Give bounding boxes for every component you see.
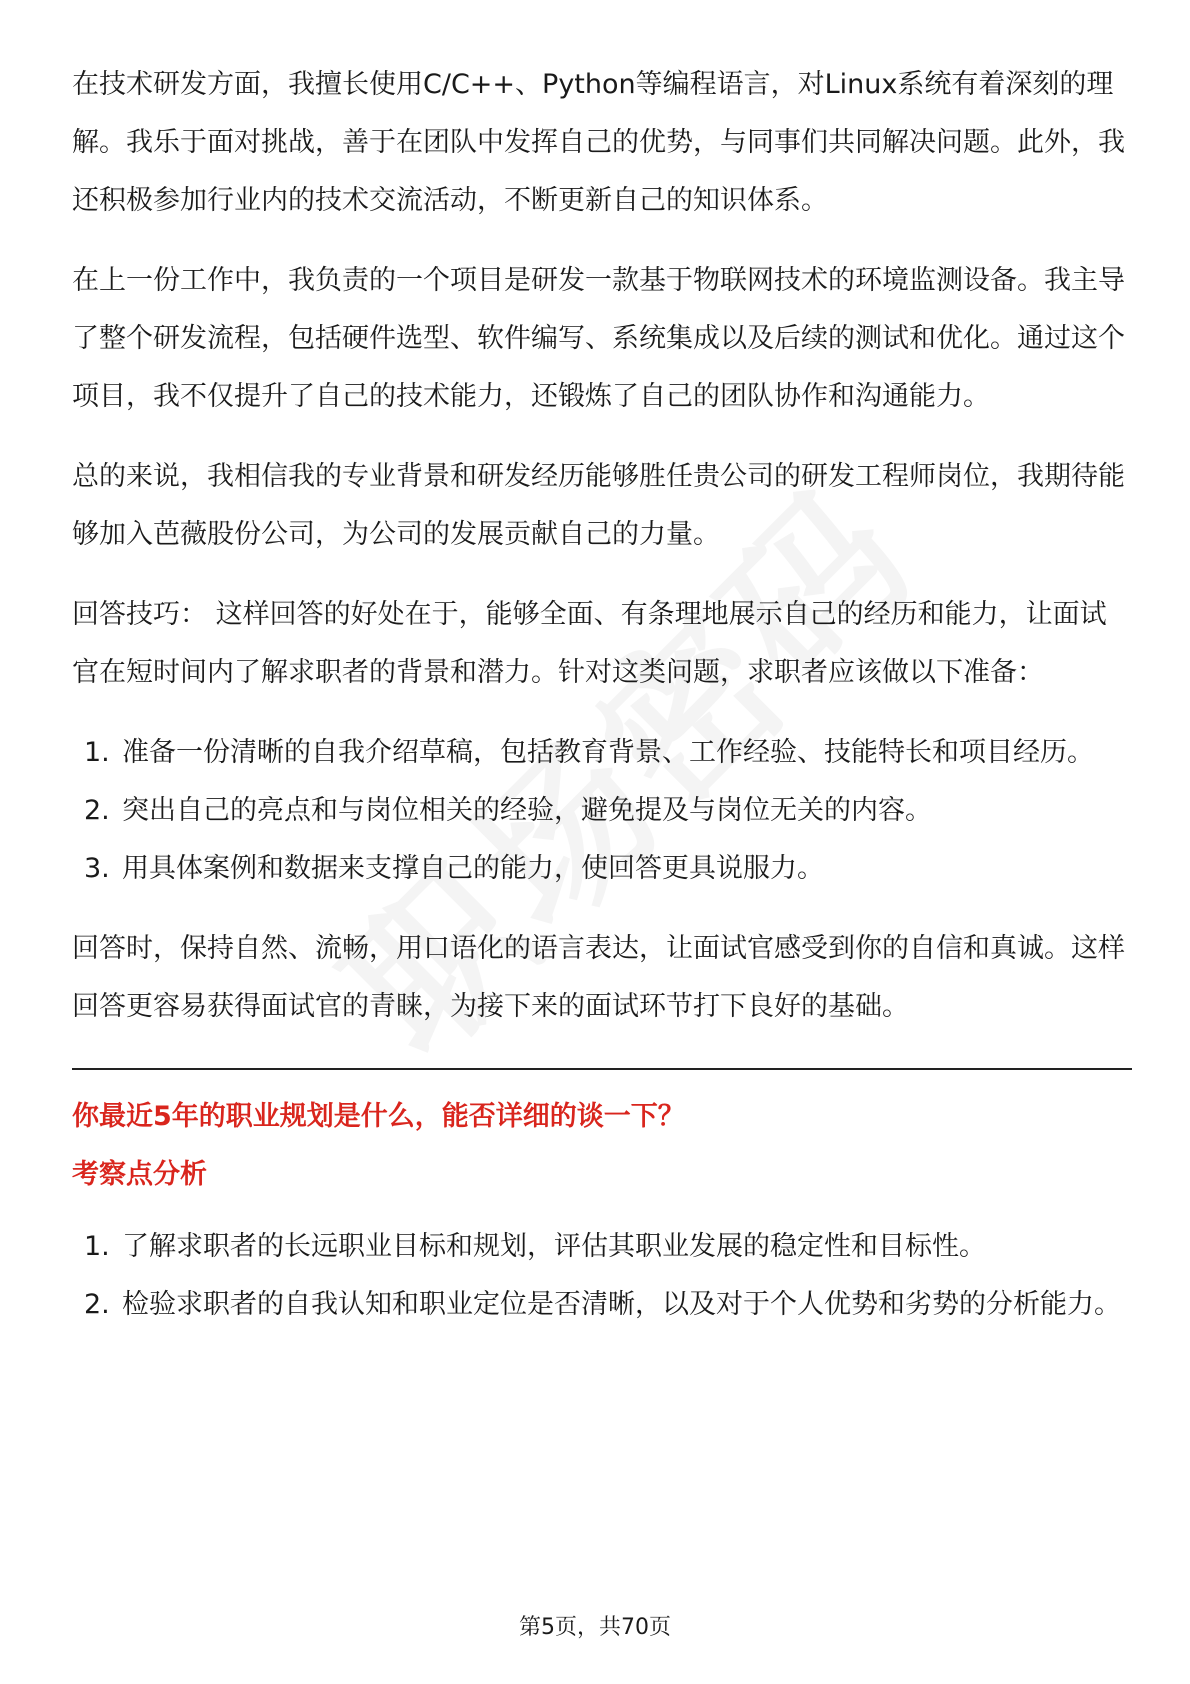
- list-item-text: 检验求职者的自我认知和职业定位是否清晰，以及对于个人优势和劣势的分析能力。: [122, 1289, 1121, 1320]
- list-item: [72, 1218, 1132, 1276]
- question-title: 你最近5年的职业规划是什么，能否详细的谈一下？: [72, 1101, 685, 1132]
- list-item-text: 突出自己的亮点和与岗位相关的经验，避免提及与岗位无关的内容。: [122, 795, 932, 826]
- list-item: [72, 1276, 1132, 1334]
- list-item-number: 1.: [84, 1231, 110, 1262]
- section-divider: [72, 1068, 1132, 1070]
- analysis-points-list: [72, 1218, 1132, 1334]
- paragraph-tech-skills: 在技术研发方面，我擅长使用C/C++、Python等编程语言，对Linux系统有着深刻的理解。我乐于面对挑战，善于在团队中发挥自己的优势，与同事们共同解决问题。此外，我还积极参加行业内的技术交流活动，不断更新自己的知识体系。: [72, 69, 1125, 216]
- list-item: [72, 782, 1132, 840]
- paragraph-summary: 总的来说，我相信我的专业背景和研发经历能够胜任贵公司的研发工程师岗位，我期待能够加入芭薇股份公司，为公司的发展贡献自己的力量。: [72, 461, 1125, 550]
- question-subtitle: 考察点分析: [72, 1159, 207, 1190]
- list-item-number: 2.: [84, 795, 110, 826]
- list-item: [72, 724, 1132, 782]
- paragraph-answer-tips: 回答技巧： 这样回答的好处在于，能够全面、有条理地展示自己的经历和能力，让面试官在短时间内了解求职者的背景和潜力。针对这类问题，求职者应该做以下准备：: [72, 599, 1107, 688]
- paragraph-project-experience: 在上一份工作中，我负责的一个项目是研发一款基于物联网技术的环境监测设备。我主导了整个研发流程，包括硬件选型、软件编写、系统集成以及后续的测试和优化。通过这个项目，我不仅提升了自己的技术能力，还锻炼了自己的团队协作和沟通能力。: [72, 265, 1125, 412]
- paragraph-closing: 回答时，保持自然、流畅，用口语化的语言表达，让面试官感受到你的自信和真诚。这样回答更容易获得面试官的青睐，为接下来的面试环节打下良好的基础。: [72, 933, 1125, 1022]
- list-item-number: 2.: [84, 1289, 110, 1320]
- page-content: [72, 56, 1132, 1356]
- tips-list: [72, 724, 1132, 898]
- list-item-number: 1.: [84, 737, 110, 768]
- list-item-number: 3.: [84, 853, 110, 884]
- list-item-text: 用具体案例和数据来支撑自己的能力，使回答更具说服力。: [122, 853, 824, 884]
- list-item-text: 了解求职者的长远职业目标和规划，评估其职业发展的稳定性和目标性。: [122, 1231, 986, 1262]
- list-item-text: 准备一份清晰的自我介绍草稿，包括教育背景、工作经验、技能特长和项目经历。: [122, 737, 1094, 768]
- list-item: [72, 840, 1132, 898]
- page-footer: 第5页，共70页: [519, 1615, 671, 1640]
